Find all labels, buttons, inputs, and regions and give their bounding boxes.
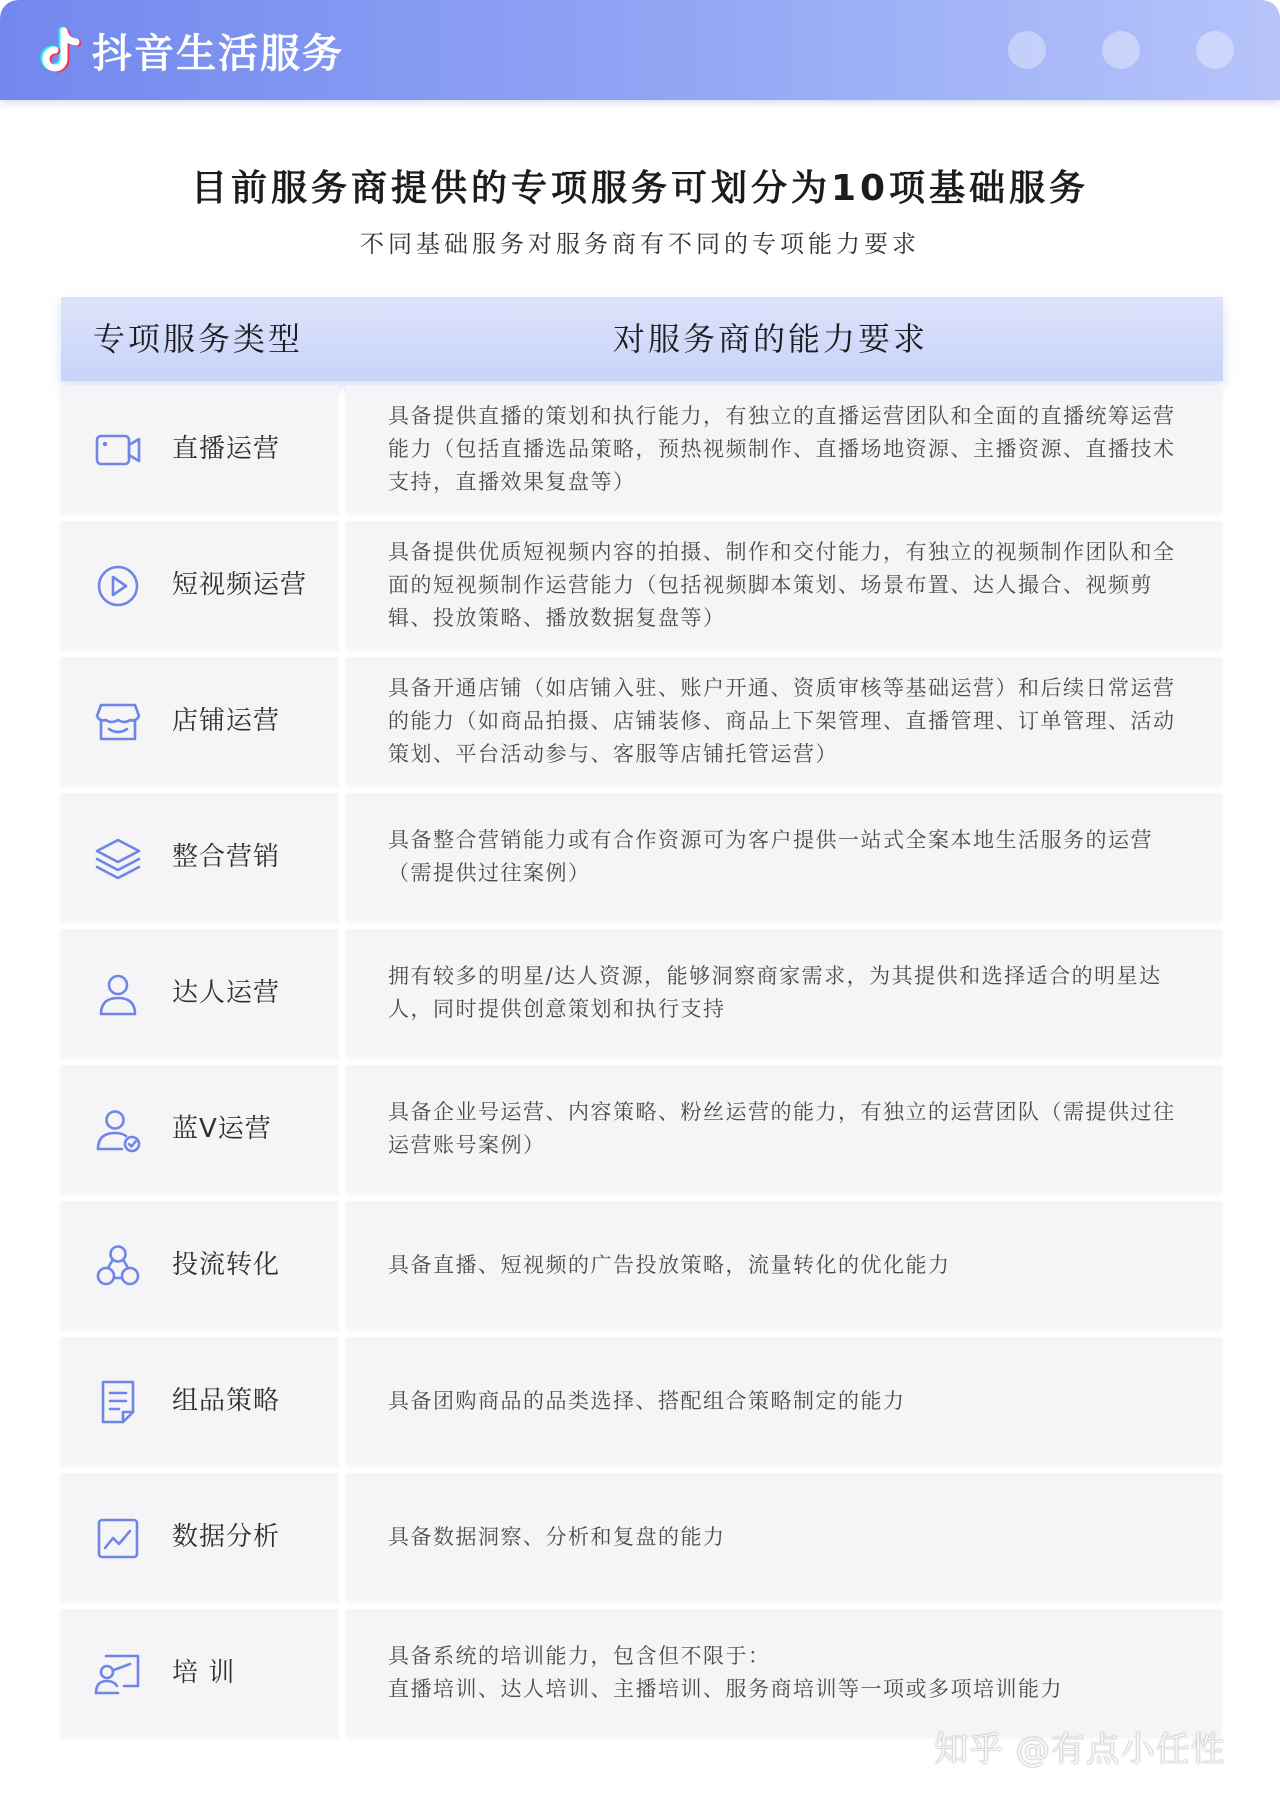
table-row <box>60 793 1222 921</box>
table-row <box>60 385 1222 513</box>
line-chart-icon <box>92 1512 144 1564</box>
service-type-label: 投流转化 <box>172 1250 281 1280</box>
column-header-type: 专项服务类型 <box>93 320 304 358</box>
service-type-cell <box>60 385 338 513</box>
service-type-label: 直播运营 <box>172 434 281 464</box>
watermark: 知乎 @有点小任性 <box>934 1730 1226 1770</box>
requirement-cell <box>346 1065 1222 1193</box>
service-table <box>60 385 1222 1745</box>
table-row <box>60 1201 1222 1329</box>
table-row <box>60 1473 1222 1601</box>
service-type-label: 培 训 <box>172 1658 236 1688</box>
table-row <box>60 657 1222 785</box>
page-subtitle: 不同基础服务对服务商有不同的专项能力要求 <box>360 230 920 258</box>
window-dot-3 <box>1196 31 1234 69</box>
table-row <box>60 1609 1222 1737</box>
requirement-cell <box>346 385 1222 513</box>
group-circles-icon <box>92 1240 144 1292</box>
service-type-cell <box>60 657 338 785</box>
table-row <box>60 1065 1222 1193</box>
requirement-text: 具备提供直播的策划和执行能力，有独立的直播运营团队和全面的直播统筹运营能力（包括直播选品策略，预热视频制作、直播场地资源、主播资源、直播技术支持，直播效果复盘等） <box>388 403 1176 494</box>
requirement-cell <box>346 1201 1222 1329</box>
service-type-label: 数据分析 <box>172 1522 281 1552</box>
requirement-cell <box>346 1473 1222 1601</box>
column-header-requirement: 对服务商的能力要求 <box>613 320 929 358</box>
requirement-cell <box>346 521 1222 649</box>
requirement-cell <box>346 1337 1222 1465</box>
trainer-board-icon <box>92 1648 144 1700</box>
service-type-label: 达人运营 <box>172 978 281 1008</box>
verified-user-icon <box>92 1104 144 1156</box>
user-icon <box>92 968 144 1020</box>
table-row <box>60 929 1222 1057</box>
brand-name: 抖音生活服务 <box>92 30 344 77</box>
requirement-text: 具备团购商品的品类选择、搭配组合策略制定的能力 <box>388 1388 906 1413</box>
requirement-cell <box>346 1609 1222 1737</box>
table-header <box>61 297 1223 381</box>
requirement-text: 具备系统的培训能力，包含但不限于： 直播培训、达人培训、主播培训、服务商培训等一项或多项培训能力 <box>388 1644 1063 1701</box>
play-circle-icon <box>92 560 144 612</box>
brand <box>38 22 344 78</box>
service-type-cell <box>60 521 338 649</box>
requirement-text: 具备数据洞察、分析和复盘的能力 <box>388 1524 726 1549</box>
service-type-label: 短视频运营 <box>172 570 308 600</box>
requirement-text: 拥有较多的明星/达人资源，能够洞察商家需求，为其提供和选择适合的明星达人，同时提供创意策划和执行支持 <box>388 964 1162 1021</box>
service-type-cell <box>60 1473 338 1601</box>
requirement-cell <box>346 929 1222 1057</box>
requirement-text: 具备企业号运营、内容策略、粉丝运营的能力，有独立的运营团队（需提供过往运营账号案例） <box>388 1100 1176 1157</box>
document-icon <box>92 1376 144 1428</box>
requirement-text: 具备直播、短视频的广告投放策略，流量转化的优化能力 <box>388 1252 951 1277</box>
requirement-text: 具备开通店铺（如店铺入驻、账户开通、资质审核等基础运营）和后续日常运营的能力（如商品拍摄、店铺装修、商品上下架管理、直播管理、订单管理、活动策划、平台活动参与、客服等店铺托管运营） <box>388 675 1176 766</box>
requirement-cell <box>346 793 1222 921</box>
window-dot-1 <box>1008 31 1046 69</box>
header-bar <box>0 0 1280 100</box>
service-type-cell <box>60 1201 338 1329</box>
service-type-label: 组品策略 <box>172 1386 281 1416</box>
service-type-cell <box>60 793 338 921</box>
layers-icon <box>92 832 144 884</box>
service-type-cell <box>60 929 338 1057</box>
window-dot-2 <box>1102 31 1140 69</box>
video-camera-icon <box>92 424 144 476</box>
requirement-text: 具备整合营销能力或有合作资源可为客户提供一站式全案本地生活服务的运营（需提供过往案例） <box>388 828 1153 885</box>
service-type-label: 整合营销 <box>172 842 281 872</box>
douyin-note-logo-icon <box>38 25 86 75</box>
requirement-text: 具备提供优质短视频内容的拍摄、制作和交付能力，有独立的视频制作团队和全面的短视频制作运营能力（包括视频脚本策划、场景布置、达人撮合、视频剪辑、投放策略、播放数据复盘等） <box>388 539 1176 630</box>
table-row <box>60 1337 1222 1465</box>
service-type-cell <box>60 1337 338 1465</box>
service-type-label: 店铺运营 <box>172 706 281 736</box>
service-type-cell <box>60 1609 338 1737</box>
requirement-cell <box>346 657 1222 785</box>
store-icon <box>92 696 144 748</box>
service-type-cell <box>60 1065 338 1193</box>
table-row <box>60 521 1222 649</box>
service-type-label: 蓝V运营 <box>172 1114 272 1144</box>
page-title: 目前服务商提供的专项服务可划分为10项基础服务 <box>190 168 1090 209</box>
